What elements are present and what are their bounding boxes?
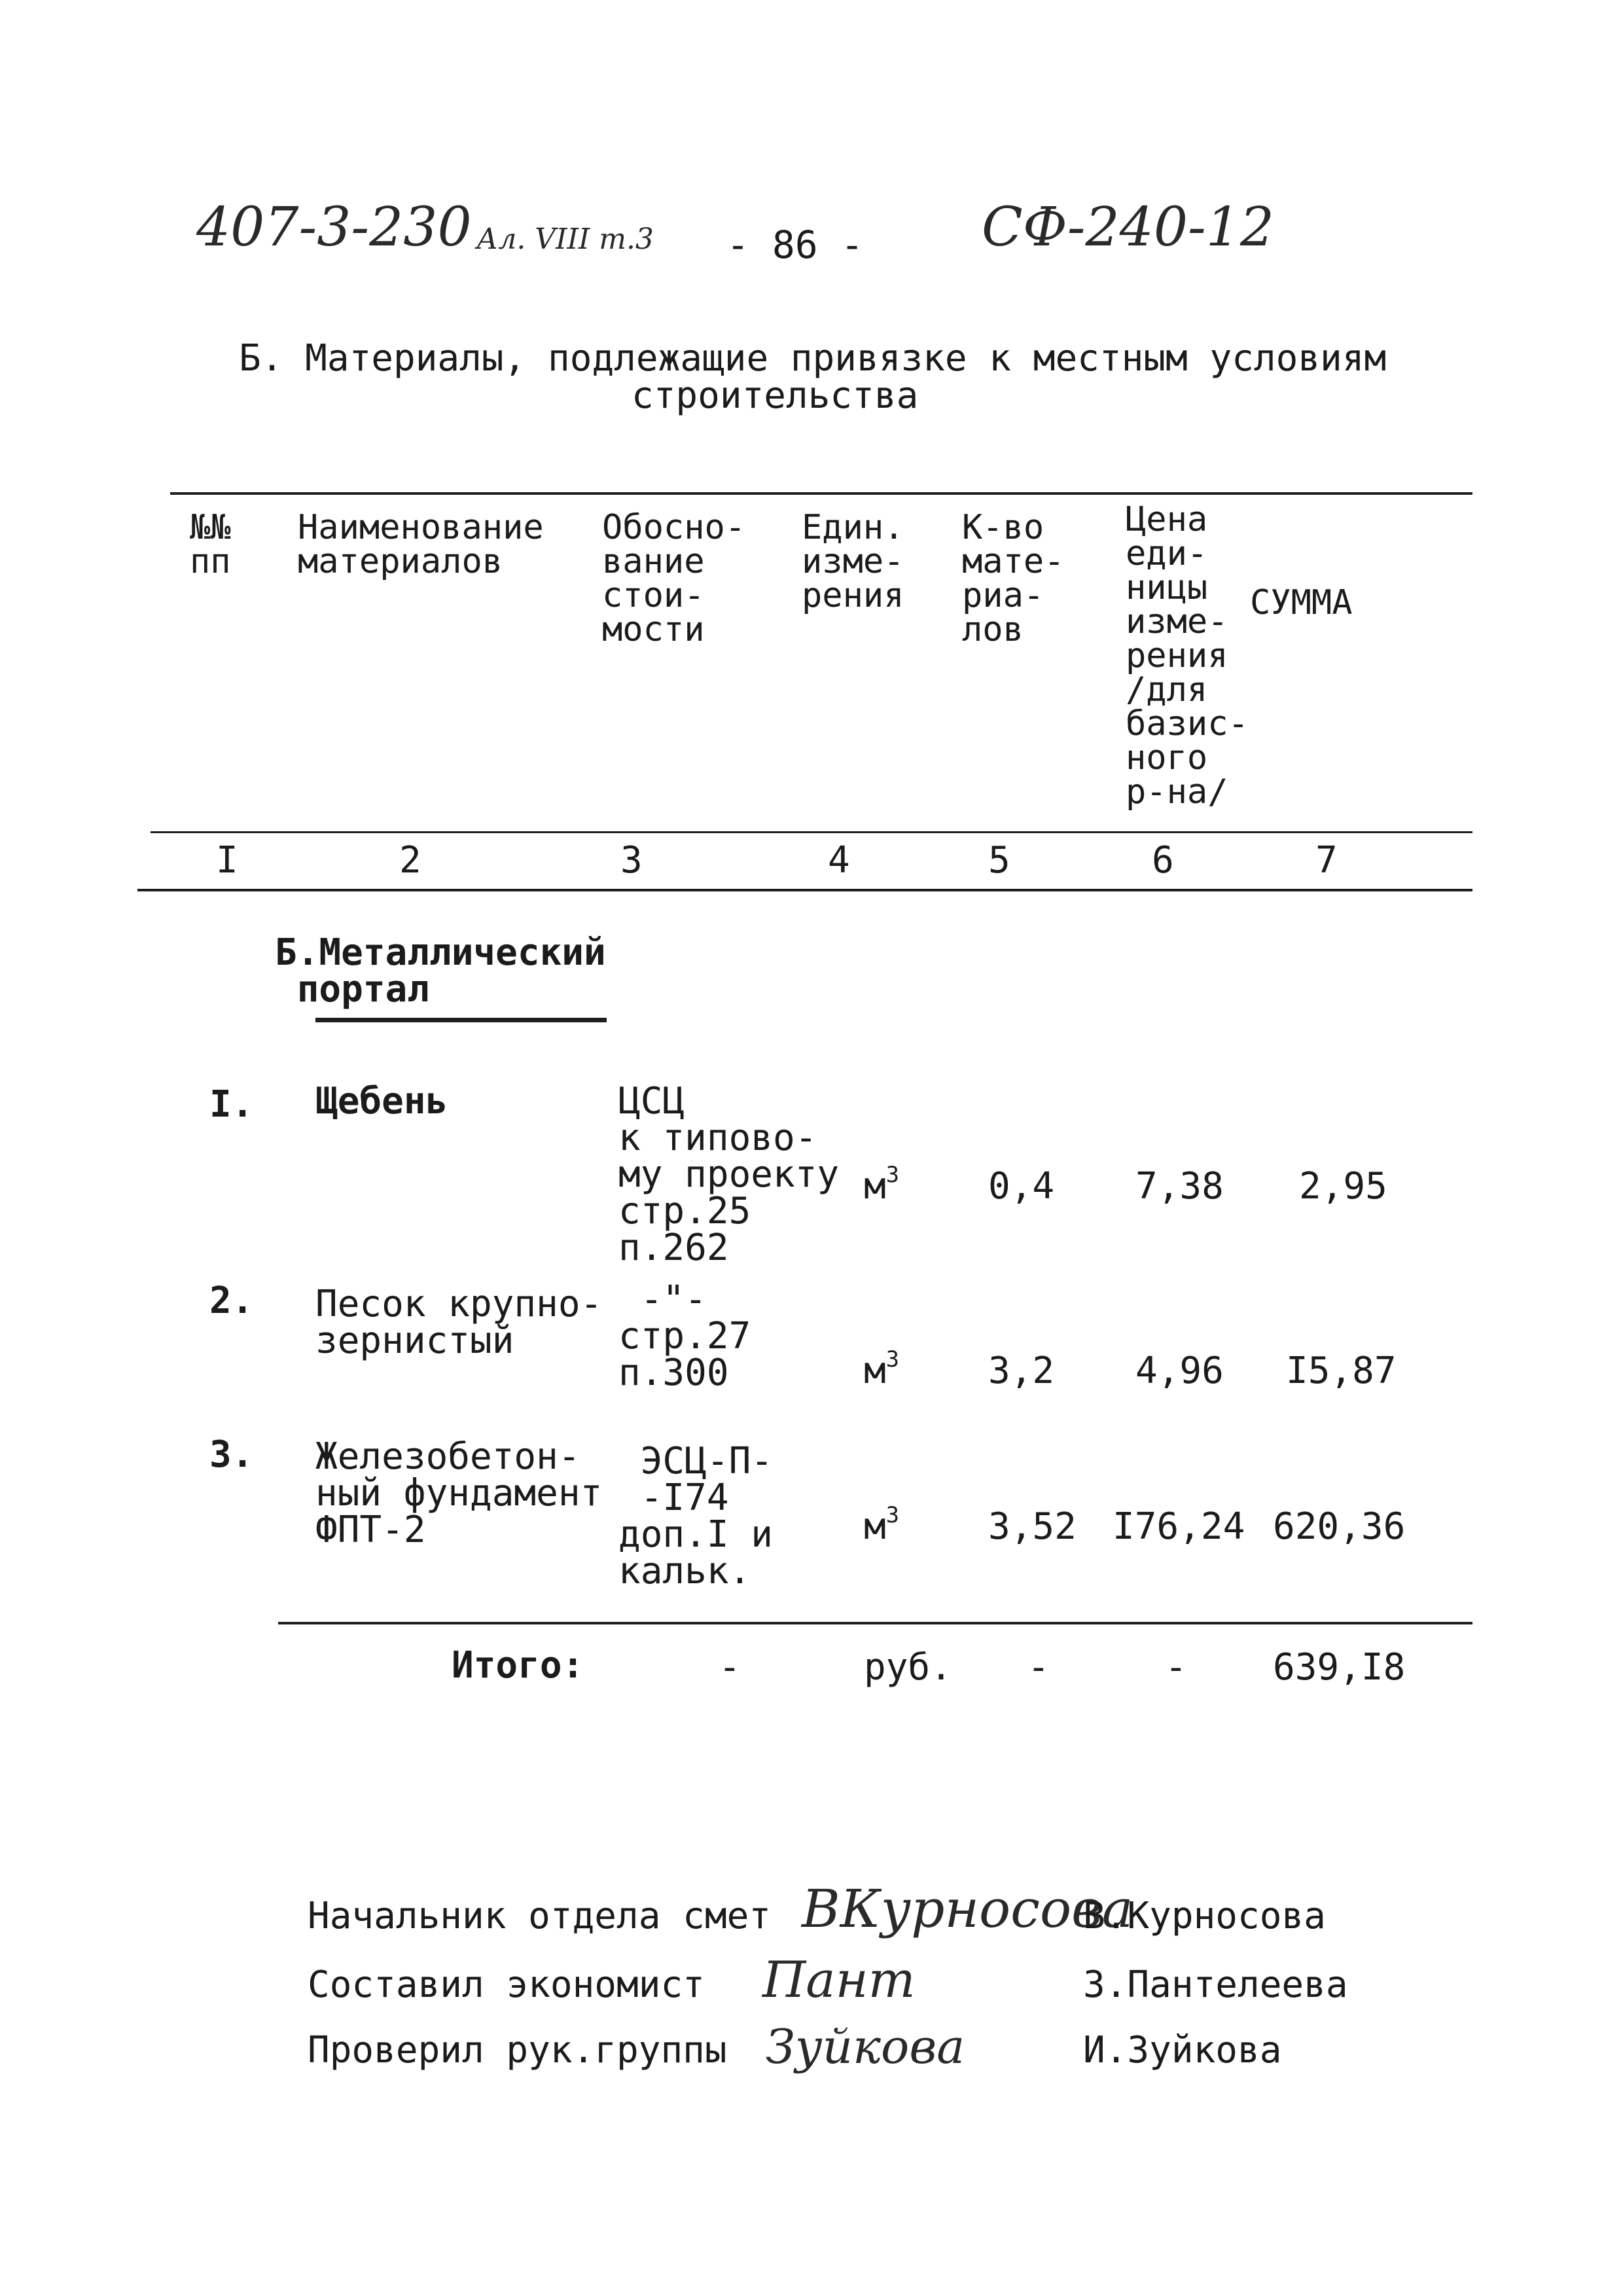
table-row-quantity: 3,52	[988, 1505, 1077, 1548]
sheet-code: СФ-240-12	[982, 196, 1275, 259]
table-row-name: Железобетон- ный фундамент ФПТ-2	[315, 1435, 603, 1551]
column-number-2: 2	[399, 839, 421, 882]
signatory-name: В.Курносова	[1083, 1895, 1326, 1937]
signature-role: Проверил рук.группы	[308, 2029, 727, 2072]
table-row-unit: $м^3$	[864, 1161, 899, 1208]
signatory-name: З.Пантелеева	[1083, 1964, 1348, 2006]
table-row-price: 4,96	[1135, 1350, 1224, 1392]
table-row-name: Песок крупно- зернистый	[315, 1283, 603, 1362]
total-sum: 639,I8	[1273, 1646, 1406, 1689]
table-row-basis: ЭСЦ-П- -I74 доп.I и кальк.	[618, 1440, 774, 1592]
section-title: Б.Металлический портал	[275, 931, 606, 1011]
total-top-rule	[278, 1622, 1472, 1624]
page-number: - 86 -	[726, 223, 864, 267]
table-row-quantity: 0,4	[988, 1165, 1055, 1208]
table-row-number: 2.	[209, 1280, 254, 1322]
table-row-basis: ЦСЦ к типово- му проекту стр.25 п.262	[618, 1080, 840, 1269]
column-header-basis: Обосно- вание стои- мости	[602, 508, 746, 649]
column-header-number: №№ пп	[190, 508, 231, 581]
table-row-unit: $м^3$	[864, 1501, 899, 1548]
handwritten-signature: Зуйкова	[766, 2019, 965, 2074]
table-row-price: 7,38	[1135, 1165, 1224, 1208]
column-number-7: 7	[1315, 839, 1338, 882]
table-row-quantity: 3,2	[988, 1350, 1055, 1392]
total-quantity: -	[1027, 1646, 1050, 1689]
table-row-number: I.	[209, 1083, 254, 1126]
column-number-1: I	[216, 839, 238, 882]
handwritten-signature: Пант	[762, 1950, 916, 2009]
column-header-unit: Един. изме- рения	[802, 508, 904, 615]
total-label: Итого:	[452, 1644, 584, 1687]
project-code: 407-3-230	[196, 196, 472, 259]
header-bottom-rule	[151, 831, 1472, 833]
signatory-name: И.Зуйкова	[1083, 2029, 1282, 2072]
table-row-basis: -"- стр.27 п.300	[618, 1278, 751, 1394]
table-row-sum: I5,87	[1286, 1350, 1397, 1392]
table-row-unit: $м^3$	[864, 1346, 899, 1392]
table-row-number: 3.	[209, 1433, 254, 1476]
column-header-unit-price: Цена еди- ницы изме- рения /для базис- ного р-на/	[1126, 500, 1249, 812]
signature-role: Составил экономист	[308, 1964, 705, 2006]
column-number-3: 3	[620, 839, 643, 882]
document-title-continued: строительства	[632, 374, 919, 417]
column-header-name: Наименование материалов	[298, 508, 544, 581]
column-header-sum: СУММА	[1250, 583, 1353, 622]
unit-exponent: 3	[885, 1161, 899, 1187]
column-header-quantity: К-во мате- риа- лов	[962, 508, 1065, 649]
table-row-price: I76,24	[1113, 1505, 1245, 1548]
column-number-5: 5	[988, 839, 1010, 882]
column-number-4: 4	[828, 839, 850, 882]
unit-exponent: 3	[885, 1501, 899, 1528]
unit-exponent: 3	[885, 1346, 899, 1372]
table-row-name: Щебень	[315, 1080, 448, 1122]
album-reference: Ал. VIII т.3	[476, 223, 654, 256]
document-title: Б. Материалы, подлежащие привязке к местным условиям	[239, 337, 1387, 380]
table-row-sum: 2,95	[1299, 1165, 1387, 1208]
column-number-6: 6	[1152, 839, 1174, 882]
section-title-underline	[315, 1018, 607, 1022]
table-row-sum: 620,36	[1273, 1505, 1406, 1548]
total-basis: -	[719, 1646, 741, 1689]
handwritten-signature: ВКурносова	[802, 1878, 1133, 1939]
total-unit: руб.	[864, 1646, 952, 1689]
column-numbers-rule	[137, 889, 1472, 891]
signature-role: Начальник отдела смет	[308, 1895, 772, 1937]
table-top-rule	[170, 492, 1472, 495]
total-price: -	[1165, 1646, 1187, 1689]
